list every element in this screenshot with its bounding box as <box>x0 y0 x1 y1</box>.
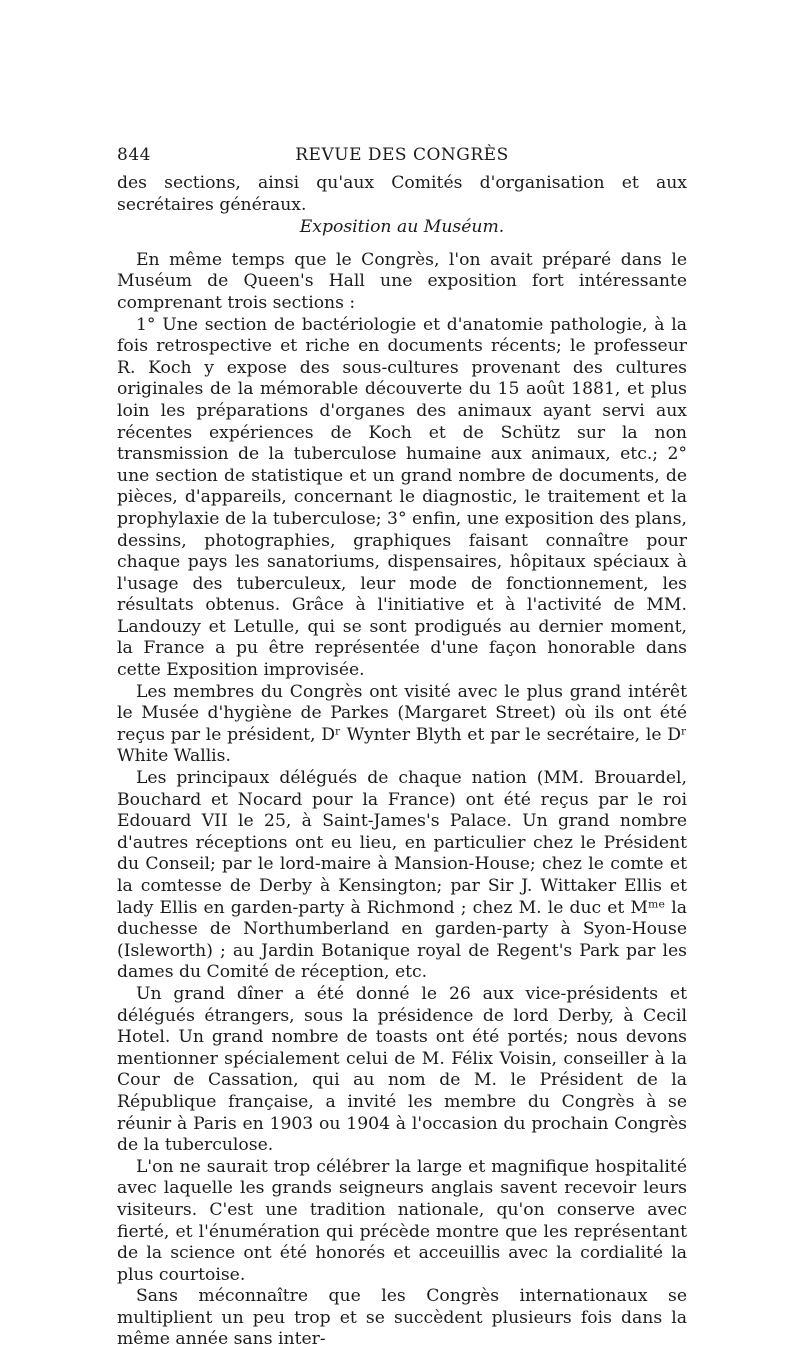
page-number: 844 <box>117 145 151 165</box>
paragraph: En même temps que le Congrès, l'on avait préparé dans le Muséum de Queen's Hall une exposition fort intéressante comprenant trois sections : <box>117 249 687 313</box>
paragraph: Un grand dîner a été donné le 26 aux vice-présidents et délégués étrangers, sous la présidence de lord Derby, à Cecil Hotel. Un grand nombre de toasts ont été portés; nous devons mentionner spécialement celui de M. Félix Voisin, conseiller à la Cour de Cassation, qui au nom de M. le Président de la République française, a invité les membre du Congrès à se réunir à Paris en 1903 ou 1904 à l'occasion du prochain Congrès de la tuberculose. <box>117 983 687 1156</box>
paragraph: des sections, ainsi qu'aux Comités d'organisation et aux secrétaires généraux. <box>117 173 687 215</box>
paragraph: 1° Une section de bactériologie et d'anatomie pathologie, à la fois retrospective et riche en documents récents; le professeur R. Koch y expose des sous-cultures provenant des cultures originales de la mémorable découverte du 15 août 1881, et plus loin les préparations d'organes des animaux ayant servi aux récentes expériences de Koch et de Schütz sur la non transmission de la tuberculose humaine aux animaux, etc.; 2° une section de statistique et un grand nombre de documents, de pièces, d'appareils, concernant le diagnostic, le traitement et la prophylaxie de la tuberculose; 3° enfin, une exposition des plans, dessins, photographies, graphiques faisant connaître pour chaque pays les sanatoriums, dispensaires, hôpitaux spéciaux à l'usage des tuberculeux, leur mode de fonctionnement, les résultats obtenus. Grâce à l'initiative et à l'activité de MM. Landouzy et Letulle, qui se sont prodigués au dernier moment, la France a pu être représentée d'une façon honorable dans cette Exposition improvisée. <box>117 314 687 681</box>
paragraph: Sans méconnaître que les Congrès internationaux se multiplient un peu trop et se succèdent plusieurs fois dans la même année sans inter- <box>117 1286 687 1350</box>
section-title: Exposition au Muséum. <box>299 217 505 238</box>
paragraph: Les membres du Congrès ont visité avec le plus grand intérêt le Musée d'hygiène de Parkes (Margaret Street) où ils ont été reçus par le président, Dʳ Wynter Blyth et par le secrétaire, le Dʳ White Wallis. <box>117 681 687 767</box>
running-head: REVUE DES CONGRÈS <box>295 145 509 165</box>
paragraph: Les principaux délégués de chaque nation (MM. Brouardel, Bouchard et Nocard pour la France) ont été reçus par le roi Edouard VII le 25, à Saint-James's Palace. Un grand nombre d'autres réceptions ont eu lieu, en particulier chez le Président du Conseil; par le lord-maire à Mansion-House; chez le comte et la comtesse de Derby à Kensington; par Sir J. Wittaker Ellis et lady Ellis en garden-party à Richmond ; chez M. le duc et Mᵐᵉ la duchesse de Northumberland en garden-party à Syon-House (Isleworth) ; au Jardin Botanique royal de Regent's Park par les dames du Comité de réception, etc. <box>117 768 687 983</box>
page-header <box>117 145 687 169</box>
paragraph: L'on ne saurait trop célébrer la large et magnifique hospitalité avec laquelle les grands seigneurs anglais savent recevoir leurs visiteurs. C'est une tradition nationale, qu'on conserve avec fierté, et l'énumération qui précède montre que les représentant de la science ont été honorés et acceuillis avec la cordialité la plus courtoise. <box>117 1156 687 1285</box>
body-text <box>117 173 687 1351</box>
